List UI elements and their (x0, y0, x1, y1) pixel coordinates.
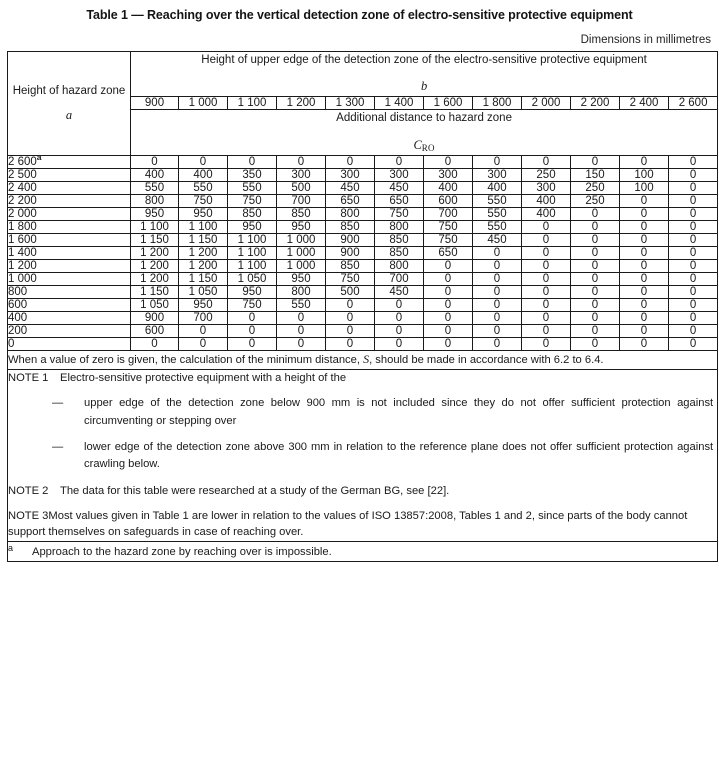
zero-note-part2: , should be made in accordance with 6.2 to 6.4. (369, 354, 604, 366)
data-cell: 400 (424, 182, 473, 195)
row-label-4 (8, 208, 131, 221)
row-label-text: 800 (8, 286, 28, 298)
data-cell: 0 (669, 325, 718, 338)
row-label-9 (8, 273, 131, 286)
data-cell: 300 (424, 169, 473, 182)
table-row (8, 260, 718, 273)
data-cell: 0 (473, 299, 522, 312)
data-cell: 0 (326, 312, 375, 325)
data-cell: 0 (620, 286, 669, 299)
data-cell: 950 (228, 286, 277, 299)
row-label-text: 1 200 (8, 260, 37, 272)
note-2-tag: NOTE 2 (8, 484, 49, 497)
data-cell: 700 (179, 312, 228, 325)
data-cell: 900 (326, 247, 375, 260)
table-row (8, 338, 718, 351)
data-cell: 0 (669, 247, 718, 260)
data-cell: 1 100 (228, 247, 277, 260)
data-cell: 600 (424, 195, 473, 208)
data-cell: 300 (326, 169, 375, 182)
data-cell: 0 (571, 325, 620, 338)
data-cell: 0 (571, 247, 620, 260)
data-cell: 0 (620, 299, 669, 312)
data-cell: 0 (375, 299, 424, 312)
data-cell: 850 (375, 234, 424, 247)
data-cell: 950 (277, 273, 326, 286)
data-cell: 0 (473, 156, 522, 169)
data-cell: 450 (375, 286, 424, 299)
data-cell: 950 (131, 208, 179, 221)
data-cell: 0 (326, 338, 375, 351)
data-cell: 0 (277, 312, 326, 325)
data-cell: 0 (522, 312, 571, 325)
data-cell: 600 (131, 325, 179, 338)
data-cell: 750 (179, 195, 228, 208)
data-cell: 850 (326, 221, 375, 234)
header-col-group-cell (131, 52, 718, 97)
data-cell: 800 (277, 286, 326, 299)
data-cell: 1 150 (179, 234, 228, 247)
table-body (8, 152, 718, 351)
row-label-3 (8, 195, 131, 208)
table-row (8, 169, 718, 182)
data-cell: 0 (473, 325, 522, 338)
notes-cell (8, 369, 718, 541)
data-cell: 0 (571, 312, 620, 325)
data-cell: 650 (424, 247, 473, 260)
data-cell: 0 (424, 299, 473, 312)
data-cell: 1 000 (277, 260, 326, 273)
row-label-text: 2 000 (8, 208, 37, 220)
data-cell: 700 (424, 208, 473, 221)
note-2-text: The data for this table were researched at a study of the German BG, see [22]. (60, 484, 450, 497)
data-cell: 0 (620, 156, 669, 169)
data-cell: 850 (228, 208, 277, 221)
header-col-group-title: Height of upper edge of the detection zone of the electro-sensitive protective equipment (201, 54, 647, 66)
table-row (8, 221, 718, 234)
data-cell: 750 (424, 234, 473, 247)
data-cell: 0 (375, 338, 424, 351)
column-header-6: 1 600 (424, 97, 473, 110)
data-cell: 0 (571, 221, 620, 234)
table-row (8, 234, 718, 247)
data-cell: 0 (571, 299, 620, 312)
data-cell: 400 (131, 169, 179, 182)
data-cell: 0 (326, 156, 375, 169)
data-cell: 0 (522, 273, 571, 286)
data-cell: 0 (669, 169, 718, 182)
data-cell: 1 000 (277, 234, 326, 247)
data-cell: 0 (228, 325, 277, 338)
data-cell: 0 (522, 286, 571, 299)
header-subgroup-cell (131, 110, 718, 156)
data-cell: 0 (522, 299, 571, 312)
data-cell: 800 (375, 221, 424, 234)
row-label-14 (8, 338, 131, 351)
table-row (8, 325, 718, 338)
data-cell: 0 (669, 273, 718, 286)
data-cell: 1 150 (179, 273, 228, 286)
zero-note-symbol: S (363, 352, 370, 366)
data-cell: 950 (228, 221, 277, 234)
note-1-text: Electro-sensitive protective equipment with a height of the (60, 371, 347, 384)
data-cell: 0 (522, 156, 571, 169)
data-cell: 300 (375, 169, 424, 182)
data-cell: 550 (277, 299, 326, 312)
data-cell: 0 (571, 286, 620, 299)
data-cell: 900 (326, 234, 375, 247)
data-cell: 0 (522, 234, 571, 247)
row-label-12 (8, 312, 131, 325)
table-row (8, 156, 718, 169)
data-cell: 0 (669, 234, 718, 247)
data-cell: 400 (522, 208, 571, 221)
data-cell: 550 (473, 195, 522, 208)
note-1 (8, 370, 717, 386)
data-cell: 0 (669, 260, 718, 273)
data-cell: 0 (571, 273, 620, 286)
data-cell: 0 (277, 325, 326, 338)
data-cell: 0 (620, 273, 669, 286)
data-cell: 0 (179, 338, 228, 351)
row-label-8 (8, 260, 131, 273)
data-cell: 750 (326, 273, 375, 286)
row-label-5 (8, 221, 131, 234)
data-cell: 900 (131, 312, 179, 325)
data-cell: 550 (473, 208, 522, 221)
table-row (8, 182, 718, 195)
data-cell: 0 (424, 273, 473, 286)
column-header-8: 2 000 (522, 97, 571, 110)
dash-icon: — (52, 397, 64, 410)
note-3-text: Most values given in Table 1 are lower in relation to the values of ISO 13857:2008, Tables 1 and 2, since parts of the body cannot support themselves on safeguards in case of reaching over. (8, 509, 688, 539)
data-cell: 1 100 (131, 221, 179, 234)
column-header-3: 1 200 (277, 97, 326, 110)
table-row (8, 247, 718, 260)
data-cell: 300 (473, 169, 522, 182)
data-cell: 700 (277, 195, 326, 208)
data-cell: 400 (473, 182, 522, 195)
data-cell: 0 (620, 312, 669, 325)
data-cell: 0 (131, 156, 179, 169)
data-cell: 350 (228, 169, 277, 182)
row-label-6 (8, 234, 131, 247)
note-1-bullet-1-text: upper edge of the detection zone below 900 mm is not included since they do not offer sufficient protection against circumventing or stepping over (84, 397, 714, 427)
data-cell: 0 (131, 338, 179, 351)
data-cell: 0 (620, 221, 669, 234)
data-cell: 0 (473, 312, 522, 325)
data-cell: 650 (375, 195, 424, 208)
row-label-10 (8, 286, 131, 299)
data-cell: 750 (375, 208, 424, 221)
data-cell: 650 (326, 195, 375, 208)
table-row (8, 208, 718, 221)
column-header-2: 1 100 (228, 97, 277, 110)
zero-note-cell (8, 351, 718, 370)
data-cell: 550 (131, 182, 179, 195)
data-cell: 0 (669, 286, 718, 299)
data-cell: 0 (522, 325, 571, 338)
row-label-13 (8, 325, 131, 338)
data-cell: 1 200 (131, 273, 179, 286)
row-label-text: 2 200 (8, 195, 37, 207)
data-cell: 750 (424, 221, 473, 234)
data-cell: 0 (669, 208, 718, 221)
table-row (8, 299, 718, 312)
data-cell: 850 (375, 247, 424, 260)
data-cell: 0 (228, 338, 277, 351)
data-cell: 400 (179, 169, 228, 182)
column-header-5: 1 400 (375, 97, 424, 110)
data-cell: 950 (179, 208, 228, 221)
note-1-bullet-1 (8, 395, 717, 430)
data-cell: 1 100 (179, 221, 228, 234)
data-cell: 100 (620, 169, 669, 182)
data-cell: 550 (179, 182, 228, 195)
note-3-tag: NOTE 3 (8, 509, 49, 522)
data-cell: 1 200 (179, 247, 228, 260)
data-cell: 450 (375, 182, 424, 195)
data-cell: 0 (277, 156, 326, 169)
data-cell: 450 (473, 234, 522, 247)
table-row (8, 273, 718, 286)
zero-note-row (8, 351, 718, 370)
data-cell: 0 (375, 156, 424, 169)
zero-note-text (8, 354, 604, 366)
data-cell: 0 (669, 195, 718, 208)
data-cell: 550 (228, 182, 277, 195)
note-1-bullet-2-text: lower edge of the detection zone above 300 mm in relation to the reference plane does not offer sufficient protection against crawling below. (84, 440, 714, 471)
data-cell: 1 150 (131, 286, 179, 299)
data-cell: 0 (522, 260, 571, 273)
data-cell: 0 (522, 338, 571, 351)
data-cell: 0 (571, 234, 620, 247)
data-cell: 150 (571, 169, 620, 182)
data-cell: 0 (375, 312, 424, 325)
header-row-label-symbol: a (65, 108, 73, 123)
data-cell: 1 050 (228, 273, 277, 286)
row-label-7 (8, 247, 131, 260)
data-cell: 100 (620, 182, 669, 195)
data-cell: 0 (522, 247, 571, 260)
data-cell: 0 (179, 156, 228, 169)
data-cell: 0 (620, 247, 669, 260)
footnote-cell (8, 541, 718, 561)
row-label-1 (8, 169, 131, 182)
data-cell: 1 100 (228, 234, 277, 247)
row-label-text: 600 (8, 299, 28, 311)
data-cell: 950 (277, 221, 326, 234)
row-label-text: 200 (8, 325, 28, 337)
data-cell: 500 (277, 182, 326, 195)
row-label-text: 1 400 (8, 247, 37, 259)
data-cell: 0 (669, 221, 718, 234)
data-cell: 250 (522, 169, 571, 182)
header-row-group-title (8, 52, 718, 97)
column-header-1: 1 000 (179, 97, 228, 110)
data-cell: 0 (473, 247, 522, 260)
data-cell: 1 200 (131, 260, 179, 273)
table-row (8, 312, 718, 325)
data-cell: 0 (620, 208, 669, 221)
data-cell: 850 (326, 260, 375, 273)
data-cell: 1 050 (179, 286, 228, 299)
data-cell: 0 (424, 325, 473, 338)
data-cell: 800 (375, 260, 424, 273)
column-header-4: 1 300 (326, 97, 375, 110)
row-label-footnote-marker: a (36, 152, 42, 163)
data-cell: 0 (571, 156, 620, 169)
row-label-2 (8, 182, 131, 195)
data-cell: 0 (375, 325, 424, 338)
row-label-11 (8, 299, 131, 312)
data-cell: 0 (620, 325, 669, 338)
data-cell: 0 (571, 338, 620, 351)
row-label-0 (8, 152, 131, 169)
data-cell: 300 (277, 169, 326, 182)
data-cell: 0 (669, 156, 718, 169)
header-row-label-title: Height of hazard zone (12, 84, 126, 97)
data-cell: 0 (669, 182, 718, 195)
data-cell: 0 (326, 325, 375, 338)
notes-row (8, 369, 718, 541)
data-cell: 0 (473, 273, 522, 286)
note-2 (8, 483, 717, 499)
table-row (8, 195, 718, 208)
data-cell: 1 200 (131, 247, 179, 260)
table-row (8, 286, 718, 299)
data-cell: 500 (326, 286, 375, 299)
header-col-group-symbol: b (420, 79, 428, 94)
note-1-bullet-2 (8, 439, 717, 474)
data-cell: 0 (571, 208, 620, 221)
note-3 (8, 508, 717, 541)
dimensions-note: Dimensions in millimetres (580, 34, 711, 46)
column-header-10: 2 400 (620, 97, 669, 110)
footnote-text: Approach to the hazard zone by reaching over is impossible. (32, 545, 332, 558)
column-header-11: 2 600 (669, 97, 718, 110)
header-row-label-cell (8, 52, 131, 156)
data-cell: 0 (473, 286, 522, 299)
data-cell: 0 (669, 312, 718, 325)
table-header (8, 52, 718, 156)
data-cell: 0 (179, 325, 228, 338)
data-cell: 1 050 (131, 299, 179, 312)
row-label-text: 1 000 (8, 273, 37, 285)
column-header-7: 1 800 (473, 97, 522, 110)
data-cell: 1 200 (179, 260, 228, 273)
data-cell: 450 (326, 182, 375, 195)
data-cell: 750 (228, 195, 277, 208)
data-cell: 0 (620, 260, 669, 273)
data-cell: 0 (669, 299, 718, 312)
data-cell: 0 (473, 338, 522, 351)
data-cell: 0 (522, 221, 571, 234)
data-cell: 0 (620, 338, 669, 351)
row-label-text: 1 800 (8, 221, 37, 233)
data-cell: 300 (522, 182, 571, 195)
page-title: Table 1 — Reaching over the vertical detection zone of electro-sensitive protective equipment (86, 8, 633, 22)
data-cell: 0 (424, 156, 473, 169)
data-cell: 0 (424, 312, 473, 325)
data-cell: 0 (277, 338, 326, 351)
column-header-9: 2 200 (571, 97, 620, 110)
data-cell: 250 (571, 195, 620, 208)
row-label-text: 2 600 (8, 156, 37, 168)
data-cell: 0 (620, 195, 669, 208)
zero-note-part1: When a value of zero is given, the calculation of the minimum distance, (8, 354, 364, 366)
data-cell: 950 (179, 299, 228, 312)
data-cell: 1 100 (228, 260, 277, 273)
data-cell: 0 (473, 260, 522, 273)
column-header-0: 900 (131, 97, 179, 110)
data-cell: 0 (620, 234, 669, 247)
data-cell: 0 (424, 286, 473, 299)
data-cell: 0 (228, 156, 277, 169)
data-cell: 0 (424, 338, 473, 351)
row-label-text: 400 (8, 312, 28, 324)
data-cell: 0 (669, 338, 718, 351)
dash-icon: — (52, 440, 64, 453)
data-cell: 550 (473, 221, 522, 234)
header-subgroup-symbol: $C_{RO}$ (413, 138, 435, 154)
footnote-row (8, 541, 718, 561)
data-cell: 1 150 (131, 234, 179, 247)
row-label-text: 0 (8, 338, 15, 350)
data-cell: 0 (326, 299, 375, 312)
footnote-marker: a (8, 542, 14, 553)
row-label-text: 2 400 (8, 182, 37, 194)
data-cell: 0 (228, 312, 277, 325)
data-cell: 400 (522, 195, 571, 208)
data-cell: 850 (277, 208, 326, 221)
table-footer (8, 351, 718, 562)
header-subgroup-title: Additional distance to hazard zone (336, 112, 512, 124)
data-cell: 800 (326, 208, 375, 221)
row-label-text: 1 600 (8, 234, 37, 246)
reaching-over-table (7, 51, 718, 562)
data-cell: 800 (131, 195, 179, 208)
data-cell: 700 (375, 273, 424, 286)
data-cell: 750 (228, 299, 277, 312)
data-cell: 0 (424, 260, 473, 273)
note-1-tag: NOTE 1 (8, 371, 49, 384)
data-cell: 1 000 (277, 247, 326, 260)
data-cell: 250 (571, 182, 620, 195)
row-label-text: 2 500 (8, 169, 37, 181)
data-cell: 0 (571, 260, 620, 273)
